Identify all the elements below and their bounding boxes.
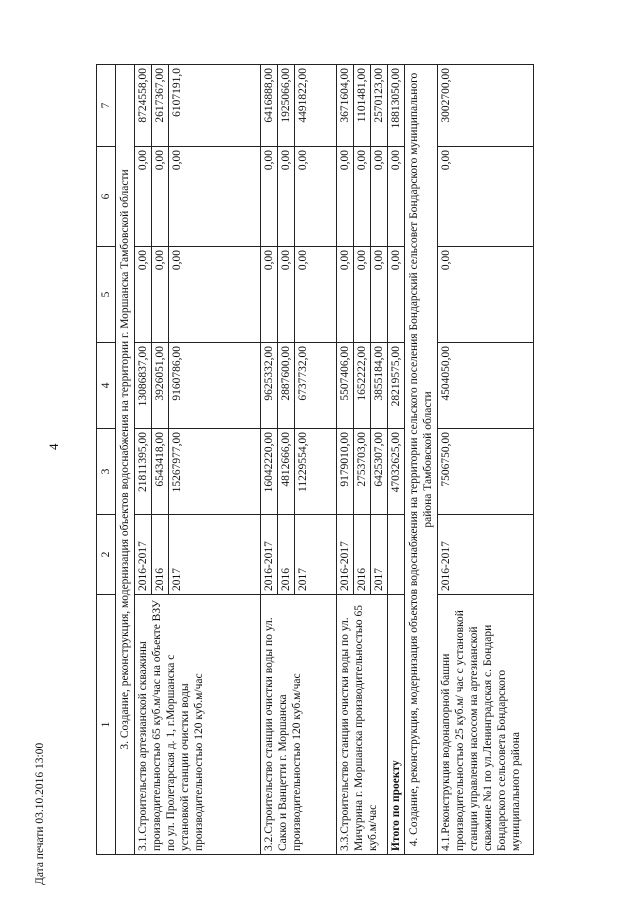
year-cell: 2017 [169,515,261,595]
value-cell: 0,00 [371,247,388,343]
col-header-4: 4 [97,343,116,429]
year-cell: 2016-2017 [261,515,278,595]
value-cell: 0,00 [354,247,371,343]
value-cell: 0,00 [278,247,295,343]
year-cell: 2017 [371,515,388,595]
value-cell: 6543418,00 [152,429,169,515]
col-header-7: 7 [97,65,116,147]
budget-table [96,64,534,855]
value-cell: 9625332,00 [261,343,278,429]
value-cell: 21811395,00 [135,429,152,515]
value-cell: 6107191,0 [169,65,261,147]
table-row [438,65,534,855]
rotated-table-container [96,65,528,855]
value-cell: 16042220,00 [261,429,278,515]
col-header-2: 2 [97,515,116,595]
value-cell: 1652222,00 [354,343,371,429]
header-row [97,65,116,855]
value-cell: 0,00 [438,147,534,247]
col-header-1: 1 [97,595,116,855]
year-cell: 2016-2017 [135,515,152,595]
value-cell: 2570123,00 [371,65,388,147]
value-cell: 0,00 [135,147,152,247]
value-cell: 0,00 [261,247,278,343]
value-cell: 11229554,00 [295,429,337,515]
year-cell: 2016 [152,515,169,595]
section-3-title: 3. Создание, реконструкция, модернизация объектов водоснабжения на территории г. Моршанска Тамбовской области [116,65,135,855]
total-value: 0,00 [388,147,405,247]
project-3-1-name: 3.1.Строительство артезианской скважины производительностью 65 куб.м/час на объекте ВЗУ по ул. Пролетарская д. 1, г.Моршанска с установкой станции очистки воды производительностью 120 куб.м/час [135,595,261,855]
project-3-2-name: 3.2.Строительство станции очистки воды по ул. Сакко и Ванцетти г. Моршанска производительностью 120 куб.м/час [261,595,337,855]
value-cell: 0,00 [169,147,261,247]
value-cell: 0,00 [295,147,337,247]
value-cell: 2617367,00 [152,65,169,147]
value-cell: 1101481,00 [354,65,371,147]
value-cell: 2753703,00 [354,429,371,515]
page-number: 4 [46,443,61,450]
year-cell: 2017 [295,515,337,595]
value-cell: 4491822,00 [295,65,337,147]
value-cell: 0,00 [169,247,261,343]
table-row [337,65,354,855]
value-cell: 6737732,00 [295,343,337,429]
table-row [135,65,152,855]
col-header-5: 5 [97,247,116,343]
value-cell: 0,00 [135,247,152,343]
value-cell: 3671604,00 [337,65,354,147]
total-value: 0,00 [388,247,405,343]
value-cell: 5507406,00 [337,343,354,429]
value-cell: 3002700,00 [438,65,534,147]
total-label: Итого по проекту [390,760,403,851]
value-cell: 0,00 [371,147,388,247]
total-value: 28219575,00 [388,343,405,429]
print-date-footer: Дата печати 03.10.2016 13:00 [34,742,46,885]
total-value: 47032625,00 [388,429,405,515]
value-cell: 2887600,00 [278,343,295,429]
project-4-1-name: 4.1.Реконструкция водонапорной башни производительностью 25 куб.м/ час с установкой станции управления насосом на артезианской скважине №1 по ул.Ленинградская с. Бондари Бондарского сельсовета Бондарского муниципального района [438,595,534,855]
value-cell: 0,00 [295,247,337,343]
table-row [261,65,278,855]
value-cell: 0,00 [261,147,278,247]
value-cell: 9179010,00 [337,429,354,515]
year-cell: 2016-2017 [337,515,354,595]
value-cell: 3926051,00 [152,343,169,429]
value-cell: 9160786,00 [169,343,261,429]
value-cell: 7506750,00 [438,429,534,515]
col-header-3: 3 [97,429,116,515]
value-cell: 0,00 [337,147,354,247]
value-cell: 6425307,00 [371,429,388,515]
value-cell: 4812666,00 [278,429,295,515]
value-cell: 0,00 [152,247,169,343]
section-4-title: 4. Создание, реконструкция, модернизация объектов водоснабжения на территории сельского поселения Бондарский сельсовет Бондарского муниципального района Тамбовской области [405,65,438,855]
value-cell: 0,00 [337,247,354,343]
value-cell: 13086837,00 [135,343,152,429]
value-cell: 1925066,00 [278,65,295,147]
value-cell: 3855184,00 [371,343,388,429]
project-3-3-name: 3.3.Строительство станции очистки воды по ул. Мичурина г. Моршанска производительностью 65 куб.м/час [337,595,388,855]
total-row [388,65,405,855]
value-cell: 15267977,00 [169,429,261,515]
value-cell: 0,00 [438,247,534,343]
value-cell: 0,00 [354,147,371,247]
year-cell: 2016 [354,515,371,595]
value-cell: 8724558,00 [135,65,152,147]
year-cell: 2016-2017 [438,515,534,595]
value-cell: 0,00 [278,147,295,247]
value-cell: 6416888,00 [261,65,278,147]
col-header-6: 6 [97,147,116,247]
total-value: 18813050,00 [388,65,405,147]
value-cell: 0,00 [152,147,169,247]
year-cell: 2016 [278,515,295,595]
value-cell: 4504050,00 [438,343,534,429]
